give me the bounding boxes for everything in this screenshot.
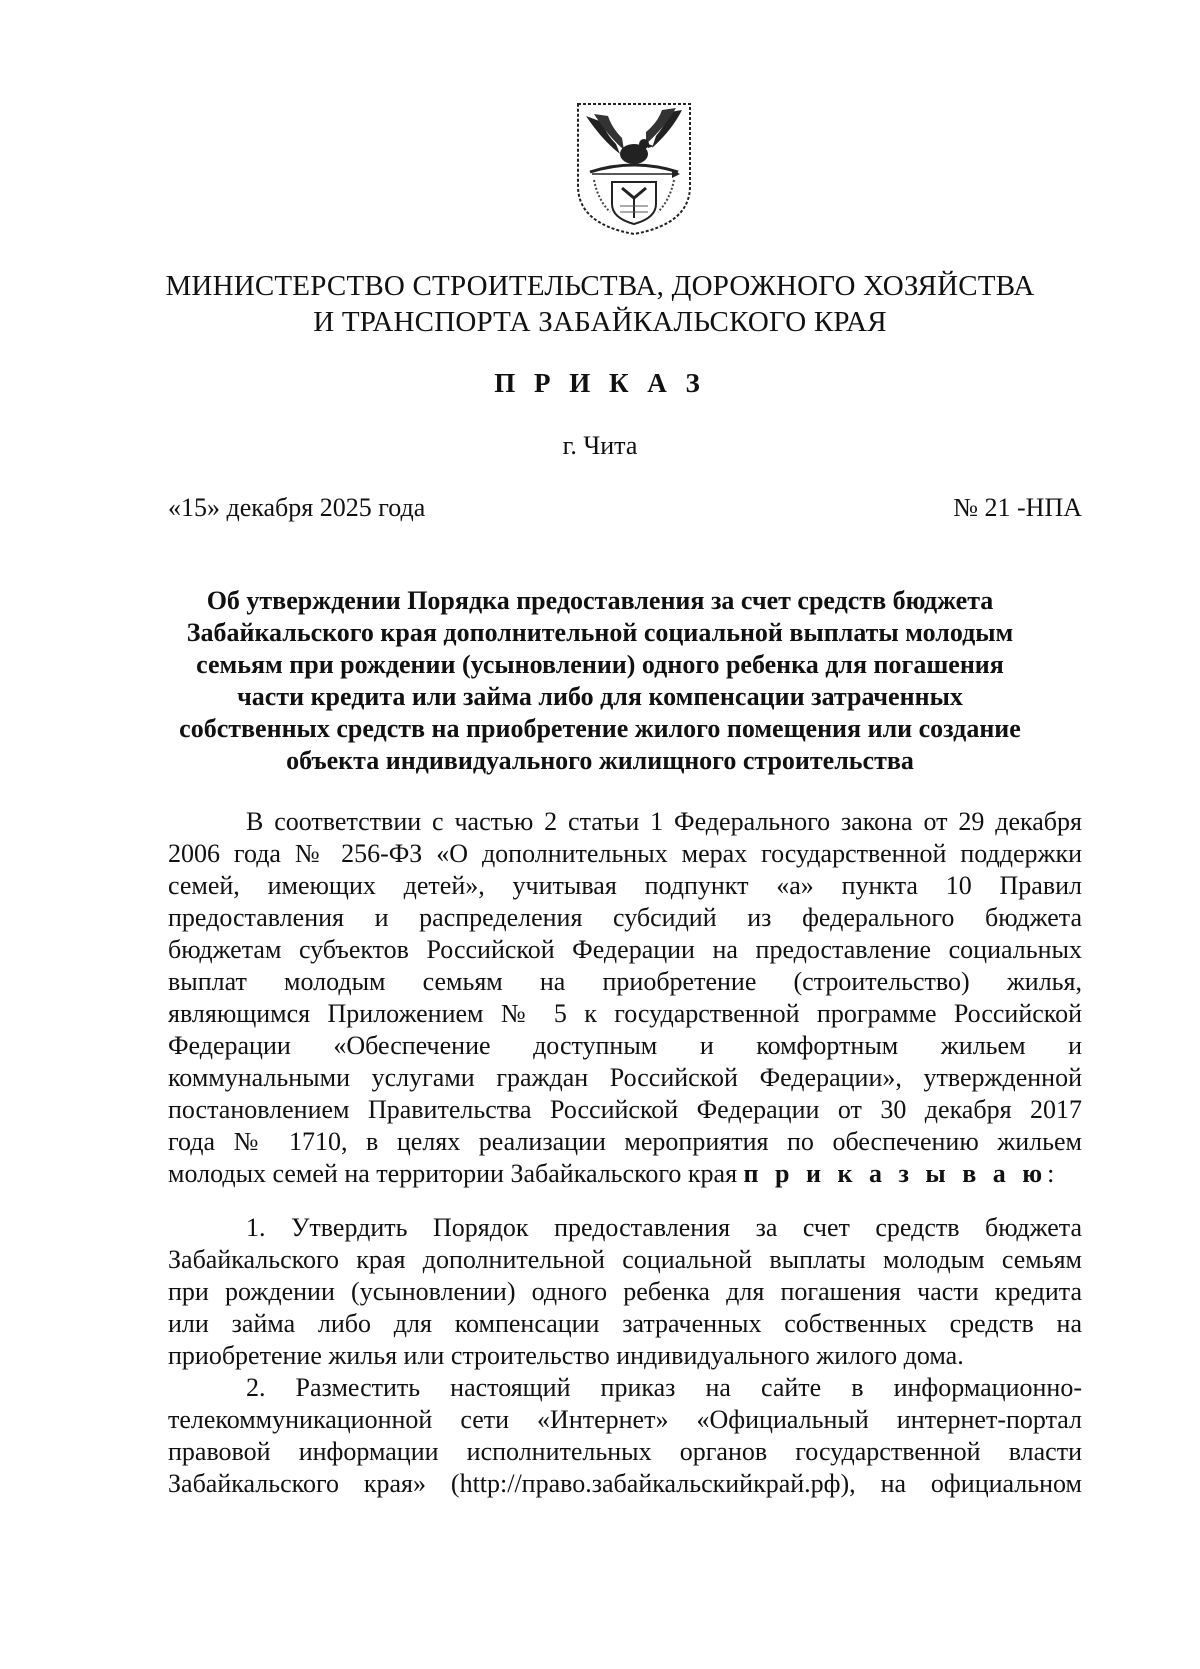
paragraph-line: выплат молодым семьям на приобретение (строительство) жилья,	[168, 967, 1082, 996]
document-date: «15» декабря 2025 года	[168, 493, 426, 522]
paragraph-line: бюджетам субъектов Российской Федерации на предоставление социальных	[168, 935, 1082, 964]
paragraph-last-line	[168, 1158, 1082, 1190]
paragraph-line: 2006 года № 256-ФЗ «О дополнительных мерах государственной поддержки	[168, 839, 1082, 868]
subject-line: семьям при рождении (усыновлении) одного ребенка для погашения	[196, 650, 1004, 679]
paragraph-line: постановлением Правительства Российской Федерации от 30 декабря 2017	[168, 1095, 1082, 1124]
subject-line: объекта индивидуального жилищного строительства	[286, 746, 914, 775]
paragraph-line: семей, имеющих детей», учитывая подпункт «а» пункта 10 Правил	[168, 871, 1082, 900]
order-item-1	[168, 1212, 1082, 1372]
paragraph-line: коммунальными услугами граждан Российской Федерации», утвержденной	[168, 1063, 1082, 1092]
paragraph-line: В соответствии с частью 2 статьи 1 Федерального закона от 29 декабря	[246, 807, 1082, 836]
date-number-row	[168, 492, 1082, 524]
document-number: № 21 -НПА	[953, 493, 1082, 522]
paragraph-line: телекоммуникационной сети «Интернет» «Официальный интернет-портал	[168, 1405, 1082, 1434]
document-type-title: П Р И К А З	[494, 368, 706, 398]
paragraph-line: Забайкальского края» (http://право.забайкальскийкрай.рф), на официальном	[168, 1469, 1082, 1498]
paragraph-line: или займа либо для компенсации затраченных собственных средств на	[168, 1309, 1082, 1338]
subject-line: Забайкальского края дополнительной социальной выплаты молодым	[186, 618, 1014, 647]
document-subject	[140, 585, 1060, 777]
paragraph-line-text: молодых семей на территории Забайкальского края	[168, 1159, 744, 1188]
ministry-name-line: И ТРАНСПОРТА ЗАБАЙКАЛЬСКОГО КРАЯ	[313, 306, 887, 338]
paragraph-line: являющимся Приложением № 5 к государственной программе Российской	[168, 999, 1082, 1028]
order-colon: :	[1047, 1159, 1055, 1188]
zabaykalsky-coat-of-arms-icon	[572, 100, 696, 238]
preamble-paragraph	[168, 806, 1082, 1190]
paragraph-line: Федерации «Обеспечение доступным и комфортным жильем и	[168, 1031, 1082, 1060]
order-word: п р и к а з ы в а ю	[743, 1159, 1048, 1188]
order-item-2	[168, 1372, 1082, 1500]
paragraph-line: 1. Утвердить Порядок предоставления за счет средств бюджета	[246, 1213, 1082, 1242]
ministry-name-line: МИНИСТЕРСТВО СТРОИТЕЛЬСТВА, ДОРОЖНОГО ХОЗЯЙСТВА	[165, 270, 1035, 302]
subject-line: собственных средств на приобретение жилого помещения или создание	[179, 714, 1021, 743]
paragraph-line: при рождении (усыновлении) одного ребенка для погашения части кредита	[168, 1277, 1082, 1306]
paragraph-line: приобретение жилья или строительство индивидуального жилого дома.	[168, 1341, 964, 1370]
city: г. Чита	[562, 431, 638, 460]
ministry-name	[0, 268, 1200, 340]
paragraph-line: года № 1710, в целях реализации мероприятия по обеспечению жильем	[168, 1127, 1082, 1156]
paragraph-line: 2. Разместить настоящий приказ на сайте в информационно-	[246, 1373, 1082, 1402]
subject-line: Об утверждении Порядка предоставления за счет средств бюджета	[206, 586, 994, 615]
subject-line: части кредита или займа либо для компенсации затраченных	[237, 682, 963, 711]
paragraph-line: правовой информации исполнительных органов государственной власти	[168, 1437, 1082, 1466]
paragraph-line: Забайкальского края дополнительной социальной выплаты молодым семьям	[168, 1245, 1082, 1274]
paragraph-line: предоставления и распределения субсидий из федерального бюджета	[168, 903, 1082, 932]
